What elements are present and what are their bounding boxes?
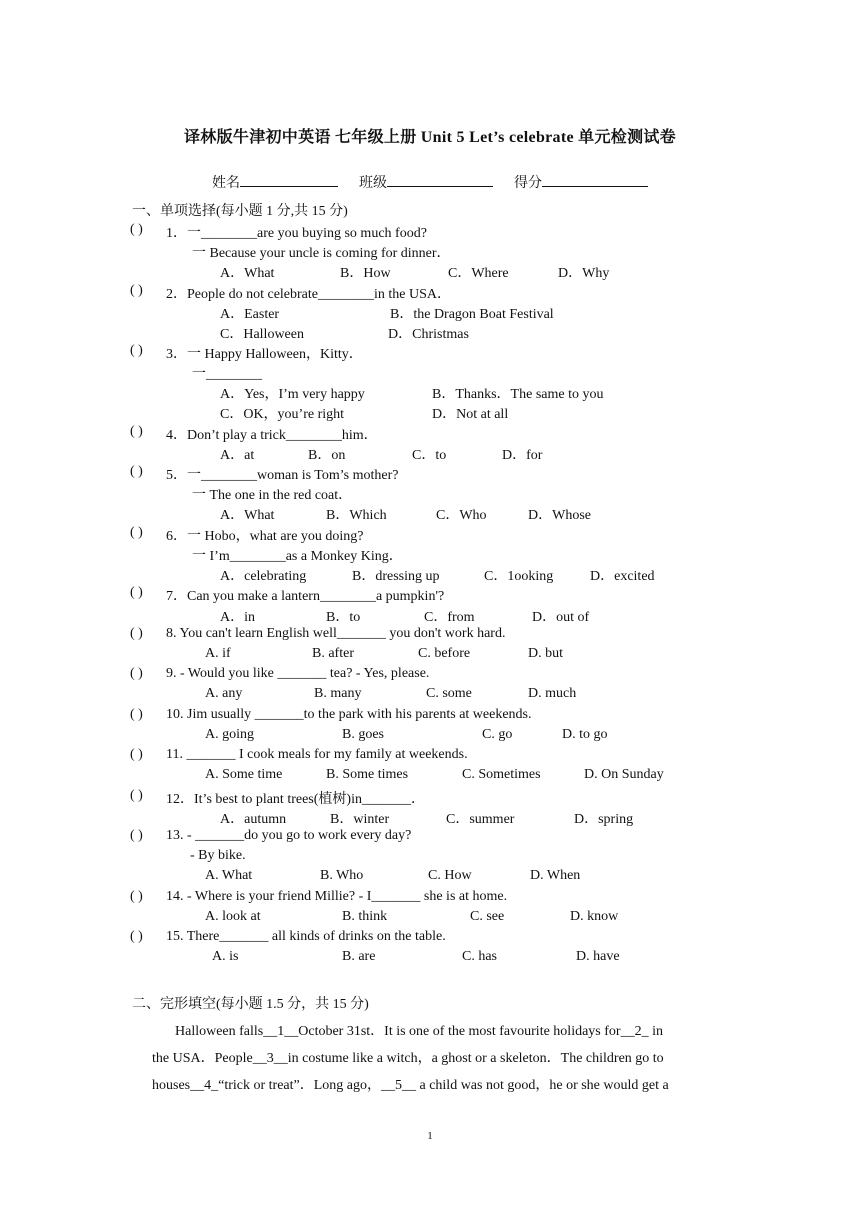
answer-option: C. before — [418, 646, 471, 661]
question-text: 2．People do not celebrate________in the USA． — [166, 287, 452, 302]
answer-option: D．Not at all — [432, 407, 509, 422]
answer-option: A. look at — [205, 909, 261, 924]
question-dialogue-line: 一 I’m________as a Monkey King． — [192, 549, 403, 564]
question-text: 3．一 Happy Halloween，Kitty． — [166, 347, 363, 362]
question-text: 12．It’s best to plant trees(植树)in_______． — [166, 792, 425, 807]
passage-line: the USA．People__3__in costume like a witch，a ghost or a skeleton．The children go to — [152, 1051, 664, 1066]
answer-option: C．1ooking — [484, 569, 554, 584]
answer-option: D．excited — [590, 569, 655, 584]
answer-option: A．What — [220, 266, 275, 281]
answer-option: C．from — [424, 610, 475, 625]
answer-option: B．Which — [326, 508, 387, 523]
answer-bracket[interactable]: ( ) — [130, 747, 143, 762]
name-blank[interactable] — [240, 174, 338, 187]
answer-bracket[interactable]: ( ) — [130, 222, 143, 237]
answer-bracket[interactable]: ( ) — [130, 464, 143, 479]
answer-option: A．celebrating — [220, 569, 307, 584]
question-text: 7．Can you make a lantern________a pumpkin'? — [166, 589, 445, 604]
answer-option: A．What — [220, 508, 275, 523]
answer-option: B. goes — [342, 727, 384, 742]
score-label: 得分 — [514, 176, 542, 191]
answer-option: A. is — [212, 949, 239, 964]
answer-option: A. Some time — [205, 767, 283, 782]
answer-bracket[interactable]: ( ) — [130, 343, 143, 358]
answer-option: B．Thanks．The same to you — [432, 387, 604, 402]
answer-option: B. think — [342, 909, 388, 924]
answer-option: B．the Dragon Boat Festival — [390, 307, 554, 322]
question-text: 14. - Where is your friend Millie? - I_______ she is at home. — [166, 889, 508, 904]
question-text: 9. - Would you like _______ tea? - Yes, please. — [166, 666, 430, 681]
name-label: 姓名 — [212, 176, 240, 191]
question-text: 1．一________are you buying so much food? — [166, 226, 427, 241]
answer-option: A．autumn — [220, 812, 287, 827]
answer-option: A．Yes，I’m very happy — [220, 387, 365, 402]
class-blank[interactable] — [387, 174, 493, 187]
answer-option: A. any — [205, 686, 243, 701]
answer-option: B．winter — [330, 812, 390, 827]
answer-bracket[interactable]: ( ) — [130, 424, 143, 439]
answer-option: C. go — [482, 727, 513, 742]
question-dialogue-line: 一________ — [192, 367, 262, 382]
answer-option: C．Where — [448, 266, 509, 281]
answer-option: B. after — [312, 646, 354, 661]
question-text: 11. _______ I cook meals for my family at weekends. — [166, 747, 468, 762]
answer-option: D. On Sunday — [584, 767, 664, 782]
answer-option: B. Some times — [326, 767, 409, 782]
answer-bracket[interactable]: ( ) — [130, 929, 143, 944]
answer-bracket[interactable]: ( ) — [130, 707, 143, 722]
answer-option: D．Christmas — [388, 327, 469, 342]
answer-option: D．spring — [574, 812, 634, 827]
answer-option: A．in — [220, 610, 255, 625]
answer-option: A. if — [205, 646, 231, 661]
answer-option: C．Who — [436, 508, 487, 523]
answer-option: B．How — [340, 266, 391, 281]
student-info-line — [0, 172, 860, 192]
answer-option: B．on — [308, 448, 346, 463]
answer-option: C. some — [426, 686, 472, 701]
answer-option: D. know — [570, 909, 619, 924]
answer-option: C．to — [412, 448, 447, 463]
answer-option: C．summer — [446, 812, 515, 827]
question-dialogue-line: 一 Because your uncle is coming for dinner． — [192, 246, 451, 261]
answer-option: D. much — [528, 686, 577, 701]
answer-option: A. going — [205, 727, 254, 742]
answer-option: D. to go — [562, 727, 608, 742]
answer-bracket[interactable]: ( ) — [130, 283, 143, 298]
answer-option: A．Easter — [220, 307, 280, 322]
answer-option: B．dressing up — [352, 569, 440, 584]
section-heading-cloze: 二、完形填空(每小题 1.5 分，共 15 分) — [132, 997, 369, 1012]
answer-option: C．OK，you’re right — [220, 407, 345, 422]
answer-option: C. How — [428, 868, 472, 883]
answer-bracket[interactable]: ( ) — [130, 666, 143, 681]
answer-option: B. many — [314, 686, 362, 701]
answer-option: C．Halloween — [220, 327, 304, 342]
answer-option: C. see — [470, 909, 505, 924]
question-text: 6．一 Hobo，what are you doing? — [166, 529, 364, 544]
page-number: 1 — [427, 1130, 433, 1142]
class-label: 班级 — [359, 176, 387, 191]
answer-option: B．to — [326, 610, 361, 625]
answer-option: D．for — [502, 448, 543, 463]
answer-option: D. have — [576, 949, 620, 964]
answer-option: A．at — [220, 448, 255, 463]
answer-option: C. Sometimes — [462, 767, 541, 782]
question-text: 13. - _______do you go to work every day? — [166, 828, 412, 843]
question-text: 8. You can't learn English well_______ you don't work hard. — [166, 626, 506, 641]
score-blank[interactable] — [542, 174, 648, 187]
answer-option: D．Whose — [528, 508, 591, 523]
question-text: 4．Don’t play a trick________him． — [166, 428, 378, 443]
answer-bracket[interactable]: ( ) — [130, 828, 143, 843]
answer-bracket[interactable]: ( ) — [130, 889, 143, 904]
answer-option: C. has — [462, 949, 497, 964]
question-text: 10. Jim usually _______to the park with his parents at weekends. — [166, 707, 532, 722]
passage-line: houses__4_“trick or treat”．Long ago，__5__ a child was not good，he or she would get a — [152, 1078, 669, 1093]
answer-option: B. Who — [320, 868, 364, 883]
answer-option: D. but — [528, 646, 563, 661]
page-title: 译林版牛津初中英语 七年级上册 Unit 5 Let’s celebrate 单元检测试卷 — [184, 129, 676, 146]
answer-bracket[interactable]: ( ) — [130, 788, 143, 803]
passage-line: Halloween falls__1__October 31st．It is one of the most favourite holidays for__2_ in — [175, 1024, 663, 1039]
question-dialogue-line: 一 The one in the red coat． — [192, 488, 353, 503]
section-heading-single-choice: 一、单项选择(每小题 1 分,共 15 分) — [132, 204, 348, 219]
answer-bracket[interactable]: ( ) — [130, 525, 143, 540]
question-text: 15. There_______ all kinds of drinks on the table. — [166, 929, 446, 944]
question-text: 5．一________woman is Tom’s mother? — [166, 468, 399, 483]
answer-bracket[interactable]: ( ) — [130, 585, 143, 600]
answer-bracket[interactable]: ( ) — [130, 626, 143, 641]
answer-option: D. When — [530, 868, 581, 883]
answer-option: A. What — [205, 868, 253, 883]
answer-option: D．Why — [558, 266, 610, 281]
answer-option: D．out of — [532, 610, 590, 625]
question-dialogue-line: - By bike. — [190, 848, 246, 863]
answer-option: B. are — [342, 949, 376, 964]
